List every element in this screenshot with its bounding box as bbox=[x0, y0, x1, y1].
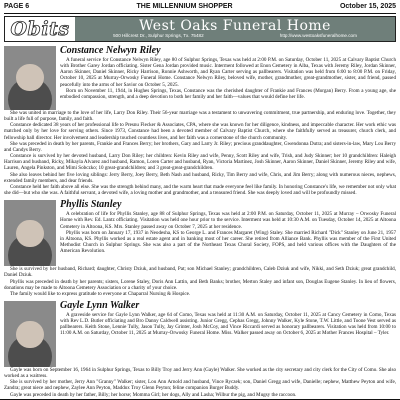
funeral-home-contact bbox=[75, 33, 395, 39]
obituary-paragraph: The family would like to express gratitude to everyone at Chaparral Nursing & Hospice. bbox=[10, 290, 191, 297]
riley-portrait-photo bbox=[4, 46, 56, 110]
obituary-riley-lead bbox=[60, 44, 396, 110]
obituary-paragraph: Constance dedicated 38 years of her professional life to Presnu Flecker & Associates, CPA, where she was known for her diligence, kindness, and impeccable character. Her work ethic was matched only by her love for serving others. Since 1973, Constance had been a devoted member of Calvary Baptist Church, where she faithfully served as treasurer, church clerk, and fellowship hall director. Her involvement and leadership touched countless lives, and her faith was a cornerstone of the church community. bbox=[4, 122, 396, 141]
funeral-home-address: 500 Hillcrest Dr., Sulphur Springs, Tx. 75482 bbox=[113, 33, 204, 38]
issue-date: October 15, 2025 bbox=[339, 3, 396, 10]
obituary-stanley bbox=[4, 198, 396, 297]
page-header bbox=[4, 0, 396, 14]
obits-word: Obits bbox=[10, 18, 70, 40]
obituary-paragraph: She also leaves behind her five loving siblings: Jerry Berry, Joey Berry, Beth Nash and husband, Ricky, Tim Berry and wife, Chris, and Jim Berry; along with numerous nieces, nephews, extended family members, and dear friends. bbox=[4, 171, 396, 184]
obituary-paragraph: She was preceded in death by her parents, Frankie and Frances Berry; her brothers, Gary and Larry Jr. Riley; precious granddaughter, Gwendonna Dutra; and sisters-in-law, Mary Lou Berry and Candys Berry. bbox=[4, 140, 396, 153]
obituary-banner bbox=[4, 16, 396, 42]
obituary-name: Phyllis Stanley bbox=[60, 199, 122, 211]
obituary-stanley-head bbox=[4, 198, 396, 266]
obituary-walker-lead bbox=[60, 299, 396, 367]
obituary-walker bbox=[4, 299, 396, 398]
obituary-paragraph: She is survived by her husband, Richard; daughter, Christy Dziuk, and husband, Pat; son Michael Stanley; grandchildren, Caleb Dziuk and wife, Nikki, and Seth Dziuk; great grandchild, Daniel Dziuk. bbox=[4, 266, 396, 279]
funeral-home-name: West Oaks Funeral Home bbox=[139, 18, 331, 34]
obituary-name: Gayle Lynn Walker bbox=[60, 299, 140, 311]
obituary-paragraph: Gayle was born on September 16, 1964 in Sulphur Springs, Texas to Billy Troy and Jerry Ann (Gayle) Walker. She worked as the city secretary and city clerk for the City of Como. She also worked as a waitress. bbox=[4, 366, 396, 380]
obituary-paragraph: Constance held her faith above all else. She was the strength behind many, and the warm heart that made everyone feel like family. In honoring Constance's life, we remember not only what she did—but who she was. A faithful servant, a devoted wife, a loving mother and grandmother, and a treasured friend. She was deeply loved and will be profoundly missed. bbox=[4, 183, 396, 197]
portrait-figure bbox=[16, 321, 43, 349]
obituary-paragraph: She was united in marriage to the love of her life, Larry Don Riley. Their 56-year marriage was a testament to unwavering commitment, true partnership, and enduring love. Together, they built a life full of purpose, family, and faith. bbox=[4, 110, 396, 123]
obituary-paragraph: Born on November 11, 1944, in Hughes Springs, Texas, Constance was the cherished daughter of Frankie and Frances (Morgan) Berry. From a young age, she embodied compassion, strength, and a deep devotion to both her family and her faith—values that would define her life. bbox=[60, 87, 396, 100]
obituary-name: Constance Nelwyn Riley bbox=[60, 45, 161, 56]
obituary-paragraph: A graveside service for Gayle Lynn Walker, age 64 of Como, Texas was held at 11:30 A.M. on Saturday, October 11, 2025 at Cancy Cemetery in Como, Texas with Rev L.D. Butler officiating and Bro Danny Caldwell assisting. Junior Gregg, Cephas Gregg, Johnny Walker, Kyle Stone, T.W. Little, and Toone Vest served as pallbearers. Keith Stone, Lennie Tully, Jason Tully, Jay Grinter, Josh McCoy, and Vince Riccardi served as honorary pallbearers. Visitation was held from 10:00 to 11:00 A.M. on Saturday, October 11, 2025 at Murray-Orwosky Funeral Home. Miss. Walker passed away on October 6, 2025 at Mother Frances Hospital – Tyler. bbox=[60, 311, 396, 337]
obits-section-label bbox=[5, 17, 75, 41]
obituary-stanley-lead bbox=[60, 198, 396, 266]
portrait-figure bbox=[16, 220, 43, 248]
obituary-riley-head bbox=[4, 44, 396, 110]
obituary-paragraph: Gayle was preceded in death by her father, Billy; her horse; Momma Girl; her dogs, Ally and Lasha; Wilbur the pig, and Mugsy the raccoon. bbox=[10, 391, 297, 398]
obituary-paragraph: Phyllis was born on January 17, 1937 in Neodesha, KS to George L. and Frances Margaret (Wing) Staley. She married Richard "Dick" Stanley on June 21, 1957 in Altoona, KS. Phyllis worked as a real estate agent and in banking most of her career. She retired from Alliance Bank. Phyllis was member of the First United Methodist Church in Sulphur Springs. She was also a part of the Northeast Texas Choral Society, FOPS, and held various offices with the Daughters of the American Revolution. bbox=[60, 229, 396, 255]
obituary-paragraph: A celebration of life for Phyllis Stanley, age 88 of Sulphur Springs, Texas was held at 2:00 P.M. on Saturday, October 11, 2025 at Murray – Orwosky Funeral Home with Rev. Ed. Lantz officiating. Visitation was held one hour prior to the service. Interment was held at 10:30 A.M. on Tuesday, October 14, 2025 at Altoona Cemetery in Altoona, KS. Mrs. Stanley passed away on October 7, 2025 at her residence. bbox=[60, 211, 396, 230]
obituary-paragraph: She is survived by her mother, Jerry Ann "Granny" Walker; sister, Lou Ann Arnold and husband, Vince Ryczek; son, Daniel Gregg and wife, Danielle; nephew, Matthew Peyton and wife, Zandra; great niece and nephew, Zaylee Ann Peyton, Maddox Troy Glenn Peyton; feline companion Burger Buddy. bbox=[4, 379, 396, 392]
walker-portrait-photo bbox=[4, 301, 56, 367]
obituary-walker-head bbox=[4, 299, 396, 367]
stanley-portrait-photo bbox=[4, 200, 56, 266]
portrait-figure bbox=[16, 64, 43, 91]
obituary-paragraph: A funeral service for Constance Nelwyn Riley, age 80 of Sulphur Springs, Texas was held at 2:00 P.M. on Saturday, October 11, 2025 at Calvary Baptist Church with Brother Garey Jordan officiating. Sister Gena Jordan provided music. Interment followed at Enon Cemetery in Alba, Texas with Jeremy Riley, Jordan Skinner, Aaron Skinner, Daniel Skinner, Ricky Harrison, Ronnie Ashworth, and Ryan Carter serving as pallbearers. Visitation was held from 6:00 to 8:00 P.M. on Friday, October 10, 2025 at Murray-Orwosky Funeral Home. Constance Nelwyn Riley, beloved wife, mother, grandmother, great-grandmother, sister, and friend, passed peacefully into the arms of her Savior on October 5, 2025. bbox=[60, 57, 396, 88]
obituary-paragraph: Phyllis was preceded in death by her parents; sisters, Lorene Staley, Doris Ann Lattin, and Beth Banks; brother, Merton Staley and infant son, Douglas Eugene Stanley. In lieu of flowers, donations may be made to Altoona Cemetery Association or a charity of your choice. bbox=[4, 278, 396, 291]
funeral-home-website[interactable]: http://www.westoaksfuneralhome.com bbox=[279, 33, 357, 38]
obituary-paragraph: Constance is survived by her devoted husband, Larry Don Riley; her children: Kevin Riley and wife, Penny, Scott Riley and wife, Trish, and Judy Skinner; her 10 grandchildren: Haleigh Harrison and husband, Ricky, Mikayla Alvarez and husband, Ramon, Loren Carter and husband, Ryan, Victoria Martinez, Josh Skinner, Aaron Skinner, Daniel Skinner, Jeremy Riley and wife, Lauren, Angela Pinkston, and Mimi Sobczko; 10 great-grandchildren; and 3 great-great-grandchildren. bbox=[4, 153, 396, 172]
newspaper-title: THE MILLENNIUM SHOPPER bbox=[136, 3, 233, 10]
page-number: PAGE 6 bbox=[4, 3, 30, 10]
funeral-home-ad bbox=[75, 17, 395, 41]
obituary-riley bbox=[4, 44, 396, 196]
